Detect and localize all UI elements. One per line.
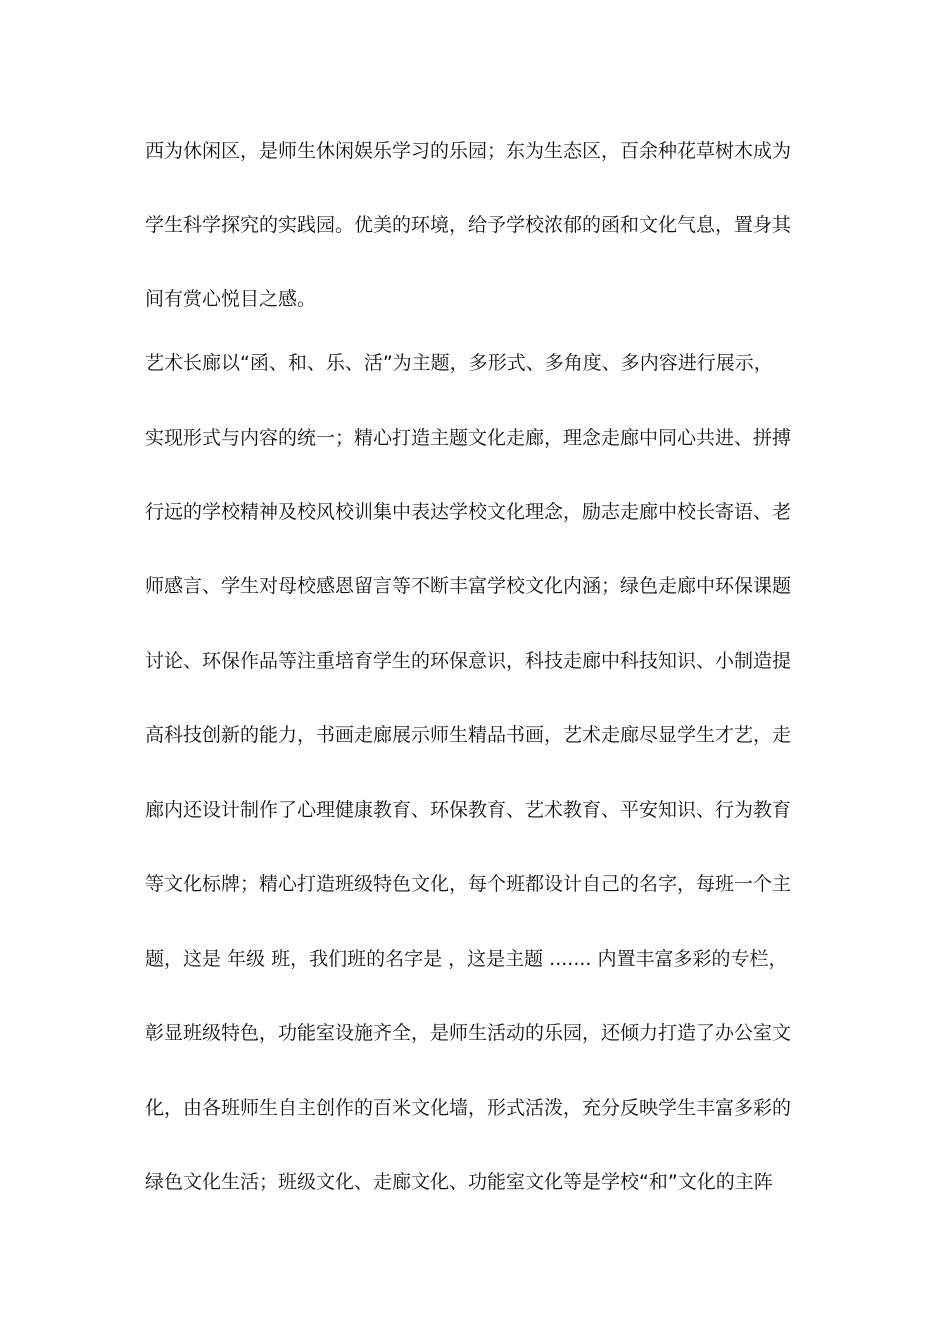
text-line: 间有赏心悦目之感。 — [145, 288, 317, 310]
text-line: 西为休闲区，是师生休闲娱乐学习的乐园；东为生态区，百余种花草树木成为 — [145, 140, 792, 162]
text-line: 彰显班级特色，功能室设施齐全，是师生活动的乐园，还倾力打造了办公室文 — [145, 1022, 792, 1044]
text-line: 绿色文化生活；班级文化、走廊文化、功能室文化等是学校“和”文化的主阵 — [145, 1171, 773, 1193]
text-line: 行远的学校精神及校风校训集中表达学校文化理念，励志走廊中校长寄语、老 — [145, 501, 792, 523]
text-line: 题，这是 年级 班，我们班的名字是 ，这是主题 ....... 内置丰富多彩的专栏， — [145, 948, 788, 970]
text-line: 学生科学探究的实践园。优美的环境，给予学校浓郁的函和文化气息，置身其 — [145, 214, 792, 236]
text-line: 实现形式与内容的统一；精心打造主题文化走廊，理念走廊中同心共进、拼搏 — [145, 427, 792, 449]
text-line: 师感言、学生对母校感恩留言等不断丰富学校文化内涵；绿色走廊中环保课题 — [145, 575, 792, 597]
text-line: 高科技创新的能力，书画走廊展示师生精品书画，艺术走廊尽显学生才艺，走 — [145, 724, 792, 746]
text-line: 廊内还设计制作了心理健康教育、环保教育、艺术教育、平安知识、行为教育 — [145, 799, 792, 821]
text-line: 讨论、环保作品等注重培育学生的环保意识，科技走廊中科技知识、小制造提 — [145, 650, 792, 672]
text-line: 艺术长廊以“函、和、乐、活”为主题，多形式、多角度、多内容进行展示， — [145, 352, 773, 374]
text-line: 等文化标牌；精心打造班级特色文化，每个班都设计自己的名字，每班一个主 — [145, 873, 792, 895]
text-line: 化，由各班师生自主创作的百米文化墙，形式活泼，充分反映学生丰富多彩的 — [145, 1097, 792, 1119]
